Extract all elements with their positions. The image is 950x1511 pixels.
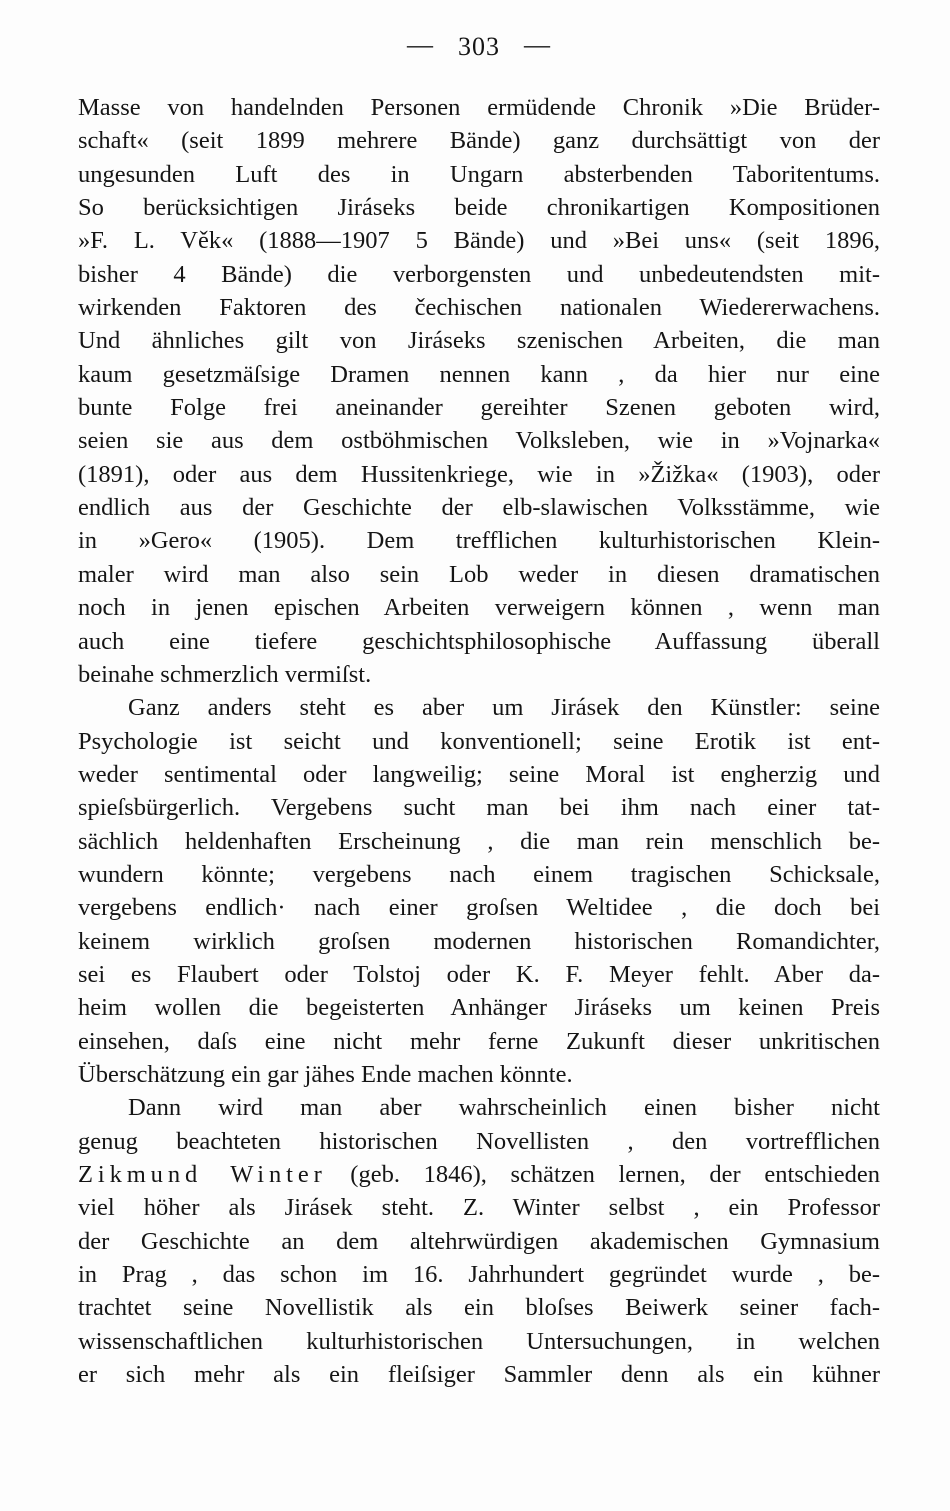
text-line xyxy=(78,791,880,824)
text-segment: heim wollen die begeisterten Anhänger Jiráseks um keinen Preis xyxy=(78,994,880,1022)
text-line xyxy=(78,558,880,591)
paragraph xyxy=(78,91,880,691)
header-dash-right: — xyxy=(524,30,551,59)
text-line xyxy=(78,1258,880,1291)
text-segment: bisher 4 Bände) die verborgensten und unbedeutendsten mit- xyxy=(78,260,880,288)
text-segment: So berücksichtigen Jiráseks beide chronikartigen Kompositionen xyxy=(78,194,880,222)
text-line xyxy=(78,591,880,624)
text-segment: kaum gesetzmäſsige Dramen nennen kann , da hier nur eine xyxy=(78,360,880,388)
text-line xyxy=(78,1358,880,1391)
text-line xyxy=(78,258,880,291)
page-header xyxy=(78,30,880,64)
text-line xyxy=(78,491,880,524)
text-line xyxy=(78,324,880,357)
text-segment: Und ähnliches gilt von Jiráseks szenischen Arbeiten, die man xyxy=(78,327,880,355)
text-line xyxy=(78,91,880,124)
text-line xyxy=(78,1158,880,1191)
text-segment: vergebens endlich· nach einer groſsen Weltidee , die doch bei xyxy=(78,894,880,922)
text-block xyxy=(78,91,880,1391)
text-line xyxy=(78,1191,880,1224)
text-line xyxy=(78,158,880,191)
text-line xyxy=(78,625,880,658)
text-line xyxy=(78,725,880,758)
text-segment: (geb. 1846), schätzen lernen, der entschieden xyxy=(326,1161,880,1188)
text-segment: einsehen, daſs eine nicht mehr ferne Zukunft dieser unkritischen xyxy=(78,1027,880,1055)
text-segment: maler wird man also sein Lob weder in diesen dramatischen xyxy=(78,560,880,588)
text-line xyxy=(78,191,880,224)
text-line xyxy=(78,691,880,724)
text-line xyxy=(78,1025,880,1058)
text-line xyxy=(78,658,880,691)
text-segment: keinem wirklich groſsen modernen historischen Romandichter, xyxy=(78,927,880,955)
text-line xyxy=(78,758,880,791)
text-line xyxy=(78,991,880,1024)
text-line xyxy=(78,1225,880,1258)
text-segment: er sich mehr als ein fleiſsiger Sammler denn als ein kühner xyxy=(78,1361,880,1389)
text-segment: beinahe schmerzlich vermiſst. xyxy=(78,660,372,688)
text-segment: genug beachteten historischen Novellisten , den vortrefflichen xyxy=(78,1127,880,1155)
text-line xyxy=(78,524,880,557)
text-line xyxy=(78,124,880,157)
text-segment: viel höher als Jirásek steht. Z. Winter selbst , ein Professor xyxy=(78,1194,880,1222)
text-line xyxy=(78,1058,880,1091)
text-segment: Ganz anders steht es aber um Jirásek den Künstler: seine xyxy=(128,694,880,722)
text-line xyxy=(78,358,880,391)
text-segment: der Geschichte an dem altehrwürdigen akademischen Gymnasium xyxy=(78,1227,880,1255)
text-segment: Psychologie ist seicht und konventionell; seine Erotik ist ent- xyxy=(78,727,880,755)
page-number: 303 xyxy=(458,32,500,61)
text-segment: (1891), oder aus dem Hussitenkriege, wie in »Žižka« (1903), oder xyxy=(78,460,880,488)
text-segment: wundern könnte; vergebens nach einem tragischen Schicksale, xyxy=(78,860,880,888)
text-line xyxy=(78,825,880,858)
text-line xyxy=(78,1125,880,1158)
text-segment: weder sentimental oder langweilig; seine Moral ist engherzig und xyxy=(78,760,880,788)
text-line xyxy=(78,1291,880,1324)
text-line xyxy=(78,1325,880,1358)
text-segment: endlich aus der Geschichte der elb-slawischen Volksstämme, wie xyxy=(78,494,880,522)
text-segment: »F. L. Věk« (1888—1907 5 Bände) und »Bei uns« (seit 1896, xyxy=(78,227,880,255)
text-segment: wirkenden Faktoren des čechischen nationalen Wiedererwachens. xyxy=(78,294,880,322)
text-segment: ungesunden Luft des in Ungarn absterbenden Taboritentums. xyxy=(78,160,880,188)
text-line xyxy=(78,1091,880,1124)
text-line xyxy=(78,891,880,924)
text-segment: Dann wird man aber wahrscheinlich einen bisher nicht xyxy=(128,1094,880,1122)
text-line xyxy=(78,291,880,324)
text-segment: sächlich heldenhaften Erscheinung , die man rein menschlich be- xyxy=(78,827,880,855)
text-segment: trachtet seine Novellistik als ein bloſses Beiwerk seiner fach- xyxy=(78,1294,880,1322)
text-line xyxy=(78,458,880,491)
paragraph xyxy=(78,691,880,1091)
paragraph xyxy=(78,1091,880,1391)
text-segment: in Prag , das schon im 16. Jahrhundert gegründet wurde , be- xyxy=(78,1261,880,1289)
text-segment: spieſsbürgerlich. Vergebens sucht man bei ihm nach einer tat- xyxy=(78,794,880,822)
text-line xyxy=(78,391,880,424)
text-segment: schaft« (seit 1899 mehrere Bände) ganz durchsättigt von der xyxy=(78,127,880,155)
header-dash-left: — xyxy=(407,30,434,59)
text-line xyxy=(78,925,880,958)
text-line xyxy=(78,224,880,257)
text-line xyxy=(78,858,880,891)
text-segment: Masse von handelnden Personen ermüdende Chronik »Die Brüder- xyxy=(78,94,880,121)
text-line xyxy=(78,958,880,991)
text-segment: bunte Folge frei aneinander gereihter Szenen geboten wird, xyxy=(78,394,880,422)
text-segment: in »Gero« (1905). Dem trefflichen kulturhistorischen Klein- xyxy=(78,527,880,555)
text-segment: auch eine tiefere geschichtsphilosophische Auffassung überall xyxy=(78,627,880,655)
text-segment: noch in jenen epischen Arbeiten verweigern können , wenn man xyxy=(78,594,880,622)
text-segment: Überschätzung ein gar jähes Ende machen könnte. xyxy=(78,1060,573,1088)
text-segment: seien sie aus dem ostböhmischen Volksleben, wie in »Vojnarka« xyxy=(78,427,880,455)
person-name-letterspaced: Zikmund Winter xyxy=(78,1161,327,1188)
text-segment: sei es Flaubert oder Tolstoj oder K. F. Meyer fehlt. Aber da- xyxy=(78,960,880,988)
text-segment: wissenschaftlichen kulturhistorischen Untersuchungen, in welchen xyxy=(78,1327,880,1355)
text-line xyxy=(78,424,880,457)
